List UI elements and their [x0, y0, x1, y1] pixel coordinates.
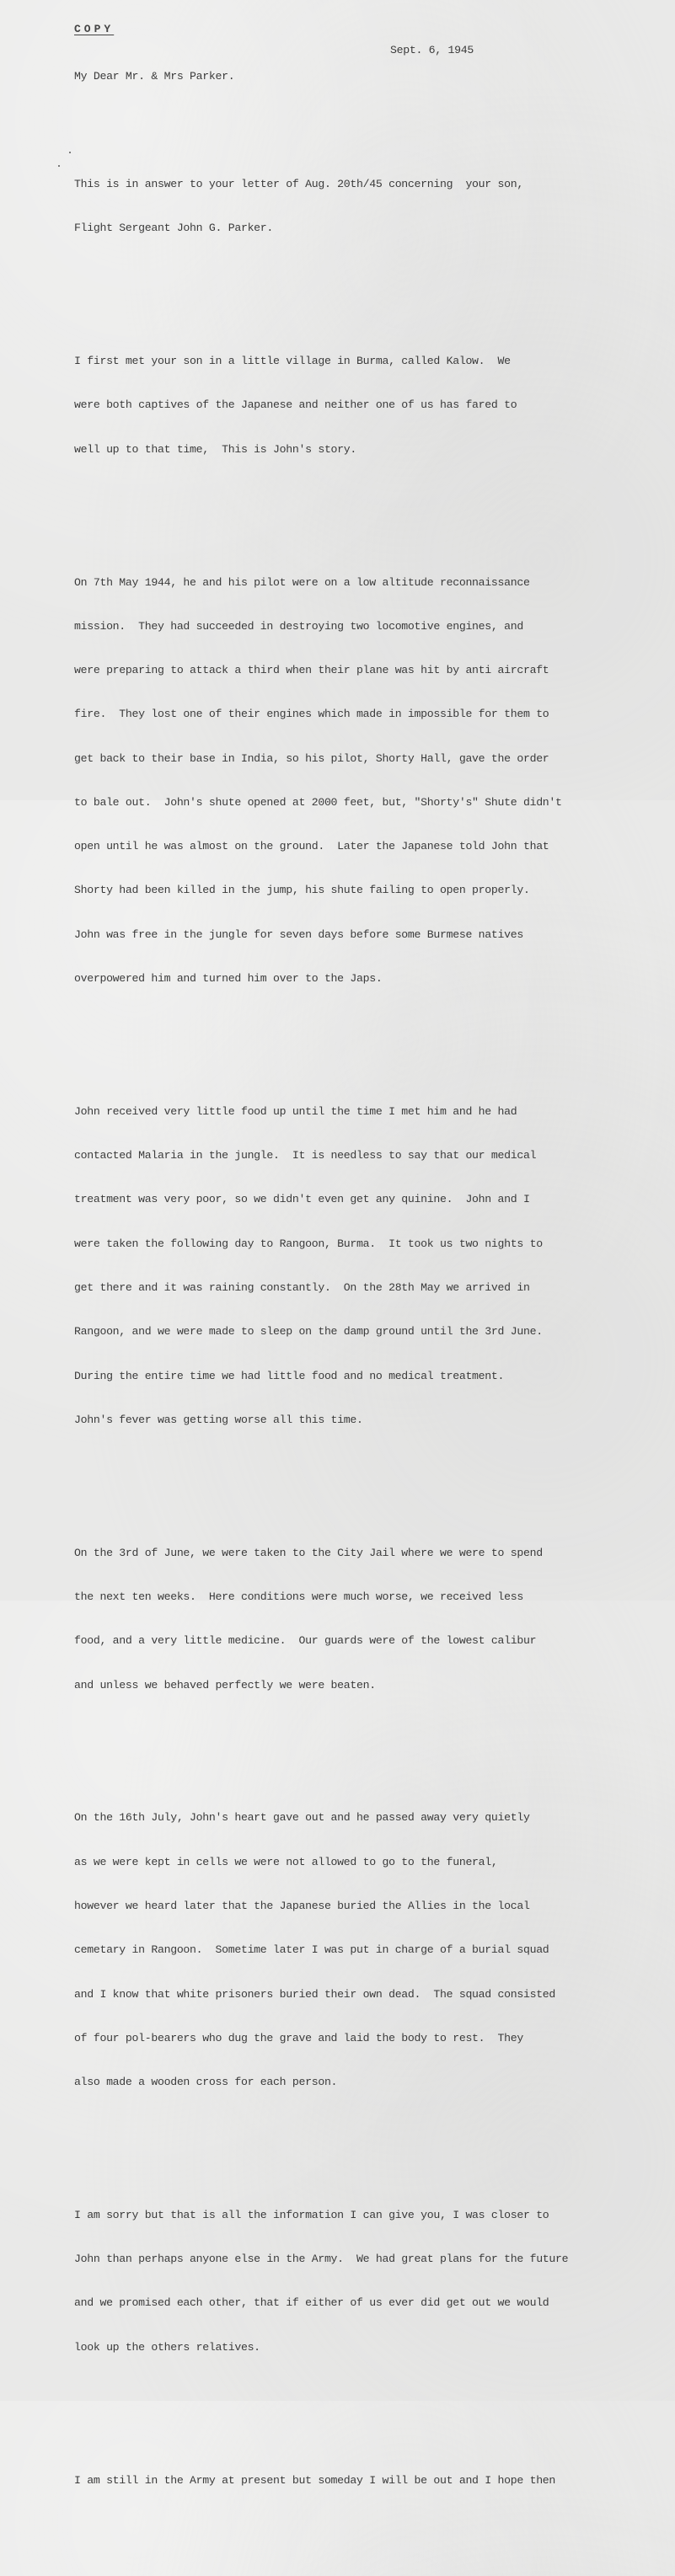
text-line: of four pol-bearers who dug the grave and laid the body to rest. They	[74, 2031, 523, 2044]
text-line: On the 16th July, John's heart gave out and he passed away very quietly	[74, 1811, 530, 1825]
text-line: look up the others relatives.	[74, 2340, 260, 2354]
text-line: overpowered him and turned him over to the Japs.	[74, 972, 383, 986]
text-line: and I know that white prisoners buried their own dead. The squad consisted	[74, 1987, 556, 2001]
text-line: get back to their base in India, so his pilot, Shorty Hall, gave the order	[74, 751, 549, 765]
text-line: Rangoon, and we were made to sleep on the damp ground until the 3rd June.	[74, 1325, 543, 1339]
letter-body	[74, 103, 664, 2576]
text-line: however we heard later that the Japanese buried the Allies in the local	[74, 1899, 530, 1912]
text-line: On the 3rd of June, we were taken to the City Jail where we were to spend	[74, 1546, 543, 1559]
text-line: were preparing to attack a third when their plane was hit by anti aircraft	[74, 664, 549, 677]
letter-date: Sept. 6, 1945	[390, 44, 474, 56]
text-line: the next ten weeks. Here conditions were much worse, we received less	[74, 1590, 523, 1603]
text-line: were taken the following day to Rangoon, Burma. It took us two nights to	[74, 1237, 543, 1250]
text-line: This is in answer to your letter of Aug. 20th/45 concerning your son,	[74, 177, 523, 190]
text-line: contacted Malaria in the jungle. It is needless to say that our medical	[74, 1149, 537, 1162]
text-line: and we promised each other, that if either of us ever did get out we would	[74, 2296, 549, 2310]
salutation: My Dear Mr. & Mrs Parker.	[74, 70, 235, 83]
text-line: cemetary in Rangoon. Sometime later I was put in charge of a burial squad	[74, 1943, 549, 1957]
text-line: and unless we behaved perfectly we were beaten.	[74, 1678, 376, 1692]
paragraph-closing-info	[74, 2178, 664, 2384]
text-line: John was free in the jungle for seven days before some Burmese natives	[74, 927, 523, 941]
paragraph-mission	[74, 545, 664, 1015]
paragraph-still-in-army	[74, 2443, 664, 2516]
text-line: as we were kept in cells we were not allowed to go to the funeral,	[74, 1855, 498, 1868]
paragraph-city-jail	[74, 1516, 664, 1722]
text-line: get there and it was raining constantly. On the 28th May we arrived in	[74, 1281, 530, 1294]
margin-dot-mark	[69, 152, 71, 153]
margin-dot-mark	[58, 165, 60, 167]
text-line: John than perhaps anyone else in the Army. We had great plans for the future	[74, 2253, 569, 2266]
text-line: John's fever was getting worse all this time.	[74, 1413, 363, 1426]
text-line: I am still in the Army at present but someday I will be out and I hope then	[74, 2473, 556, 2487]
text-line: also made a wooden cross for each person.	[74, 2076, 338, 2089]
text-line: On 7th May 1944, he and his pilot were on a low altitude reconnaissance	[74, 575, 530, 589]
text-line: Flight Sergeant John G. Parker.	[74, 222, 274, 235]
text-line: were both captives of the Japanese and neither one of us has fared to	[74, 398, 517, 412]
text-line: food, and a very little medicine. Our guards were of the lowest calibur	[74, 1634, 537, 1648]
paragraph-first-met	[74, 324, 664, 486]
text-line: Shorty had been killed in the jump, his shute failing to open properly.	[74, 884, 530, 897]
text-line: open until he was almost on the ground. Later the Japanese told John that	[74, 840, 549, 853]
text-line: During the entire time we had little food and no medical treatment.	[74, 1369, 505, 1382]
text-line: fire. They lost one of their engines which made in impossible for them to	[74, 708, 549, 721]
text-line: I am sorry but that is all the information I can give you, I was closer to	[74, 2208, 549, 2221]
text-line: John received very little food up until the time I met him and he had	[74, 1104, 517, 1118]
text-line: mission. They had succeeded in destroying two locomotive engines, and	[74, 619, 523, 633]
paragraph-passing	[74, 1781, 664, 2119]
text-line: treatment was very poor, so we didn't even get any quinine. John and I	[74, 1193, 530, 1206]
paragraph-intro	[74, 147, 664, 265]
copy-header-mark: COPY	[74, 23, 115, 35]
text-line: I first met your son in a little village in Burma, called Kalow. We	[74, 355, 511, 368]
text-line: well up to that time, This is John's story.	[74, 442, 357, 456]
text-line: to bale out. John's shute opened at 2000 feet, but, "Shorty's" Shute didn't	[74, 795, 562, 809]
paragraph-malaria	[74, 1075, 664, 1456]
